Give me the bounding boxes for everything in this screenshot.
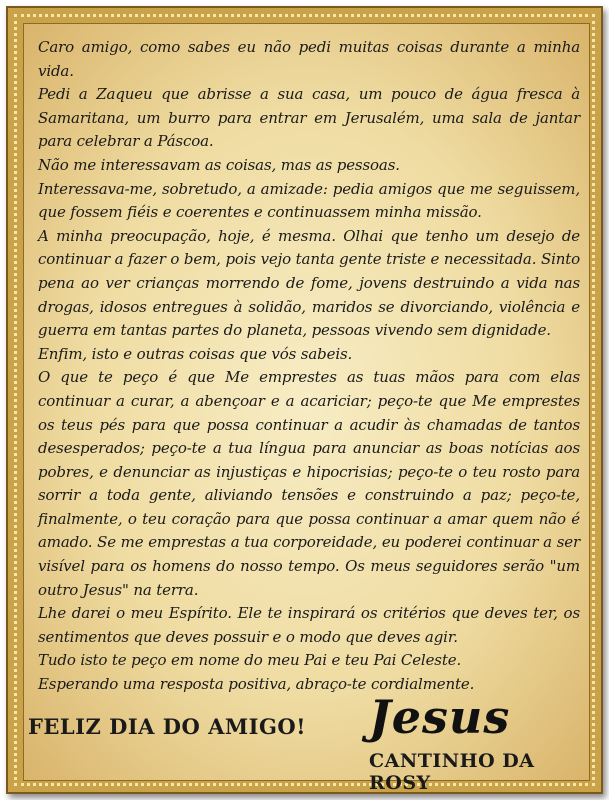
paragraph: O que te peço é que Me emprestes as tuas mãos para com elas continuar a curar, a abençoar e a acariciar; peço-te que Me emprestes os teus pés para que possa continuar a acudir às chamadas de tantos desesperados; peço-te a tua língua para anunciar as boas notícias aos pobres, e denunciar as injustiças e hipocrisias; peço-te o teu rosto para sorrir a toda gente, aliviando tensões e construindo a paz; peço-te, finalmente, o teu coração para que possa continuar a amar quem não é amado. Se me emprestas a tua corporeidade, eu poderei continuar a ser visível para os homens do nosso tempo. Os meus seguidores serão "um outro Jesus" na terra. <box>38 368 580 599</box>
signature-text: Jesus <box>369 690 511 744</box>
greeting-text: FELIZ DIA DO AMIGO! <box>28 714 306 739</box>
paragraph: Pedi a Zaqueu que abrisse a sua casa, um pouco de água fresca à Samaritana, um burro para entrar em Jerusalém, uma sala de jantar para celebrar a Páscoa. <box>38 85 580 151</box>
credit-text: CANTINHO DA ROSY <box>369 750 535 794</box>
parchment-background <box>23 23 590 794</box>
letter-body <box>38 36 580 697</box>
paragraph: Caro amigo, como sabes eu não pedi muitas coisas durante a minha vida. <box>38 38 580 80</box>
paragraph: Interessava-me, sobretudo, a amizade: pedia amigos que me seguissem, que fossem fiéis e coerentes e continuassem minha missão. <box>38 179 580 222</box>
paragraph: Esperando uma resposta positiva, abraço-te cordialmente. <box>38 675 475 694</box>
decorative-frame <box>6 6 603 794</box>
paragraph: Enfim, isto e outras coisas que vós sabeis. <box>38 344 353 363</box>
paragraph: A minha preocupação, hoje, é mesma. Olhai que tenho um desejo de continuar a fazer o bem, pois vejo tanta gente triste e necessitada. Sinto pena ao ver crianças morrendo de fome, jovens destruindo a vida nas drogas, idosos entregues à solidão, maridos se divorciando, violência e guerra em tantas partes do planeta, pessoas vivendo sem dignidade. <box>38 226 580 340</box>
paragraph: Tudo isto te peço em nome do meu Pai e teu Pai Celeste. <box>38 651 462 670</box>
paragraph: Lhe darei o meu Espírito. Ele te inspirará os critérios que deves ter, os sentimentos que deves possuir e o modo que deves agir. <box>38 604 580 646</box>
paragraph: Não me interessavam as coisas, mas as pessoas. <box>38 155 400 174</box>
